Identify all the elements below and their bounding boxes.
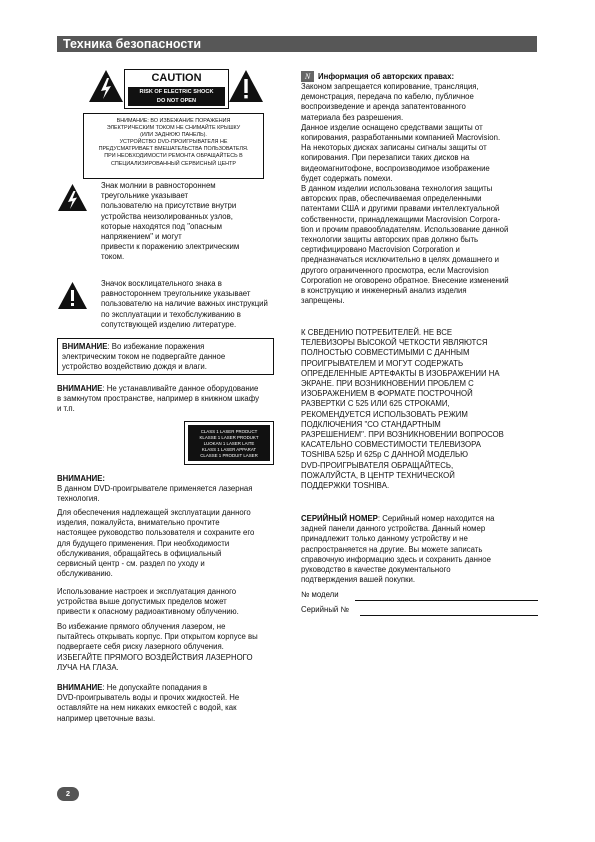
- lightning-explanation: [101, 181, 281, 263]
- text-line: привести к поражению электрическим: [101, 242, 240, 252]
- text-line: справочную информацию здесь и сохранить данное: [301, 554, 491, 564]
- text-line: руководство в качестве документального: [301, 565, 451, 575]
- text-fragment: : Во избежание поражения: [107, 342, 205, 351]
- text-line: которые находятся под "опасным: [101, 221, 223, 231]
- warning-label: ВНИМАНИЕ: [62, 342, 108, 351]
- serial-number-label: Серийный №: [301, 605, 349, 614]
- text-line: настоящее руководство пользователя и сохраните его: [57, 528, 255, 538]
- text-line: видеомагнитофоне, воспроизводимое изображение: [301, 163, 490, 173]
- text-line: обслуживания, обращайтесь в официальный: [57, 548, 222, 558]
- section-title: Информация об авторских правах:: [318, 72, 455, 81]
- text-line: РАЗРЕШЕНИЕМ". ПРИ ВОЗНИКНОВЕНИИ ВОПРОСОВ: [301, 430, 504, 440]
- text-line: сертифицировано Macrovision Corporation и: [301, 245, 460, 255]
- text-line: сопутствующей изделию литературе.: [101, 319, 237, 329]
- text-line: ПОДКЛЮЧЕНИЯ "СО СТАНДАРТНЫМ: [301, 419, 441, 429]
- text-line: технология.: [57, 494, 100, 504]
- text-line: Значок восклицательного знака в: [101, 279, 222, 288]
- exclamation-explanation: [101, 279, 286, 330]
- laser-class-label: [184, 421, 274, 465]
- text-line: РЕКОМЕНДУЕТСЯ ИСПОЛЬЗОВАТЬ РЕЖИМ: [301, 409, 468, 419]
- text-line: пользователю на присутствие внутри: [101, 201, 237, 211]
- text-line: пользователю на наличие важных инструкций: [101, 299, 268, 309]
- text-line: материала без разрешения.: [301, 112, 404, 122]
- caution-line-2: DO NOT OPEN: [156, 97, 197, 104]
- lightning-warning-icon: [88, 69, 124, 103]
- text-line: подтверждения вашей покупки.: [301, 575, 415, 585]
- text-line: ПОЛНОСТЬЮ СОВМЕСТИМЫМИ С ДАННЫМ: [301, 348, 470, 358]
- text-line: Corporation не оговорено обратное. Внесение изменений: [301, 275, 509, 285]
- text-fragment: : Серийный номер находится на: [377, 514, 495, 523]
- text-line: DVD-проигрыватель воды и прочих жидкостей. Не: [57, 693, 240, 703]
- text-line: копирования, разработанными компанией Macrovision.: [301, 133, 501, 143]
- text-line: КАСАТЕЛЬНО СОВМЕСТИМОСТИ ТЕЛЕВИЗОРА: [301, 440, 481, 450]
- text-line: ПРОИГРЫВАТЕЛЕМ И МОГУТ СОДЕРЖАТЬ: [301, 358, 464, 368]
- text-line: устройства выше допустимых пределов может: [57, 597, 227, 607]
- warning-line: СПЕЦИАЛИЗИРОВАННЫЙ СЕРВИСНЫЙ ЦЕНТР: [111, 160, 236, 167]
- warning-line: ВНИМАНИЕ: ВО ИЗБЕЖАНИЕ ПОРАЖЕНИЯ: [116, 118, 231, 124]
- operation-paragraph: [57, 508, 282, 579]
- text-line: привести к опасному радиоактивному облучению.: [57, 607, 239, 617]
- warning-line: УСТРОЙСТВО DVD-ПРОИГРЫВАТЕЛЯ НЕ: [119, 139, 228, 146]
- text-line: ИЗОБРАЖЕНИЕМ В ФОРМАТЕ ПОСТРОЧНОЙ: [301, 389, 473, 399]
- text-line: авторских прав, обеспечиваемая определенными: [301, 194, 482, 204]
- model-number-label: № модели: [301, 590, 339, 599]
- text-line: будет содержать помехи.: [301, 173, 393, 183]
- text-line: пытайтесь открывать корпус. При открытом корпусе вы: [57, 632, 258, 642]
- text-line: ЭКРАНЕ. ПРИ ВОЗНИКНОВЕНИИ ПРОБЛЕМ С: [301, 379, 474, 389]
- consumer-notice: [301, 328, 538, 491]
- text-line: напряжением" и могут: [101, 232, 182, 242]
- text-line: tion и прочим правообладателям. Использование данной: [301, 224, 509, 234]
- rain-warning-box: [57, 338, 274, 375]
- serial-number-section: [301, 514, 538, 585]
- laser-line: CLASS 1 LASER PRODUCT: [200, 429, 258, 434]
- warning-line: ПРЕДУСМАТРИВАЕТ ВМЕШАТЕЛЬСТВА ПОЛЬЗОВАТЕЛЯ.: [98, 146, 249, 153]
- text-line: равностороннем треугольнике указывает: [101, 289, 251, 299]
- caution-subtitle: [128, 87, 225, 106]
- text-line: В данном изделии использована технология защиты: [301, 184, 493, 194]
- note-icon: N: [301, 71, 314, 82]
- text-line: для будущего применения. При необходимости: [57, 538, 230, 548]
- laser-line: KLASSE 1 LASER PRODUKT: [199, 435, 259, 440]
- lightning-triangle-icon: [57, 183, 88, 212]
- exclamation-warning-icon: [228, 69, 264, 103]
- text-line: устройство воздействию дождя и влаги.: [62, 362, 207, 372]
- text-line: Во избежание прямого облучения лазером, не: [57, 622, 226, 631]
- laser-label-inner: [188, 425, 270, 461]
- text-line: DVD-ПРОИГРЫВАТЕЛЯ ОБРАЩАЙТЕСЬ,: [301, 460, 454, 470]
- text-line: демонстрация, передача по кабелю, публичное: [301, 92, 474, 102]
- caution-label: [124, 69, 229, 109]
- text-line: по эксплуатации и техобслуживанию в: [101, 309, 241, 319]
- text-line: ЛУЧА НА ГЛАЗА.: [57, 662, 119, 672]
- text-line: электрическим током не подвергайте данное: [62, 352, 226, 362]
- liquid-warning: [57, 683, 282, 724]
- text-line: треугольнике указывает: [101, 191, 189, 201]
- text-line: например цветочные вазы.: [57, 713, 156, 723]
- electric-shock-warning-box: [83, 113, 264, 179]
- warning-line: ПРИ НЕОБХОДИМОСТИ РЕМОНТА ОБРАЩАЙТЕСЬ В: [104, 153, 243, 160]
- page-number: 2: [57, 787, 79, 801]
- text-line: и т.п.: [57, 404, 75, 414]
- text-line: ПОЖАЛУЙСТА, В ЦЕНТР ТЕХНИЧЕСКОЙ: [301, 470, 455, 480]
- warning-line: ЭЛЕКТРИЧЕСКИМ ТОКОМ НЕ СНИМАЙТЕ КРЫШКУ: [106, 125, 241, 132]
- section-label: СЕРИЙНЫЙ НОМЕР: [301, 514, 378, 523]
- text-line: ТЕЛЕВИЗОРЫ ВЫСОКОЙ ЧЕТКОСТИ ЯВЛЯЮТСЯ: [301, 338, 488, 348]
- text-line: задней панели данного устройства. Данный номер: [301, 524, 486, 534]
- text-line: оставляйте на нем никаких емкостей с водой, как: [57, 703, 237, 713]
- text-line: На некоторых дисках записаны сигналы защиты от: [301, 143, 487, 153]
- page-title: Техника безопасности: [63, 37, 202, 51]
- text-line: Законом запрещается копирование, трансляция,: [301, 82, 479, 91]
- text-line: TOSHIBA 525p И 625p С ДАННОЙ МОДЕЛЬЮ: [301, 450, 468, 460]
- text-line: копирования. При перезаписи таких дисков на: [301, 153, 470, 163]
- text-fragment: : Не устанавливайте данное оборудование: [102, 384, 259, 393]
- text-line: В данном DVD-проигрывателе применяется лазерная: [57, 484, 253, 494]
- laser-technology-warning: [57, 474, 282, 505]
- text-line: технологии защиты авторских прав должно быть: [301, 235, 479, 245]
- text-line: ИЗБЕГАЙТЕ ПРЯМОГО ВОЗДЕЙСТВИЯ ЛАЗЕРНОГО: [57, 652, 253, 662]
- text-line: Знак молнии в равностороннем: [101, 181, 216, 190]
- text-line: К СВЕДЕНИЮ ПОТРЕБИТЕЛЕЙ. НЕ ВСЕ: [301, 328, 453, 337]
- text-line: устройства неизолированных узлов,: [101, 211, 233, 221]
- text-line: собственности, принадлежащими Macrovision Corpora-: [301, 214, 501, 224]
- text-line: РАЗВЕРТКИ С 525 ИЛИ 625 СТРОКАМИ,: [301, 399, 450, 409]
- text-line: предназначаться исключительно в целях домашнего и: [301, 255, 500, 265]
- copyright-body: [301, 82, 538, 306]
- caution-title: CAUTION: [151, 72, 202, 84]
- warning-line: (ИЛИ ЗАДНЮЮ ПАНЕЛЬ).: [140, 132, 207, 139]
- laser-line: LUOKAN 1 LASER LAITE: [203, 441, 255, 446]
- exclamation-triangle-icon: [57, 281, 88, 310]
- text-line: запрещены.: [301, 296, 345, 306]
- text-line: подвергаете себя риску лазерного облучения.: [57, 642, 224, 652]
- text-line: сервисный центр - см. раздел по уходу и: [57, 559, 205, 569]
- text-line: в конструкцию и инженерный анализ изделия: [301, 286, 467, 296]
- text-line: током.: [101, 252, 125, 262]
- text-line: Для обеспечения надлежащей эксплуатации данного: [57, 508, 251, 517]
- text-line: ОПРЕДЕЛЕННЫЕ АРТЕФАКТЫ В ИЗОБРАЖЕНИИ НА: [301, 368, 500, 378]
- caution-line-1: RISK OF ELECTRIC SHOCK: [139, 89, 214, 95]
- model-number-field[interactable]: [355, 599, 538, 601]
- text-line: патентами США и другими правами интеллектуальной: [301, 204, 500, 214]
- text-line: другого ограниченного просмотра, если Macrovision: [301, 265, 489, 275]
- text-line: обслуживанию.: [57, 569, 113, 579]
- copyright-title: [318, 72, 538, 82]
- text-line: Использование настроек и эксплуатация данного: [57, 587, 237, 596]
- warning-label: ВНИМАНИЕ: [57, 683, 103, 692]
- laser-exposure-paragraph: [57, 622, 289, 673]
- warning-label: ВНИМАНИЕ: [57, 384, 103, 393]
- text-line: в замкнутом пространстве, например в книжном шкафу: [57, 394, 259, 404]
- laser-line: CLASSE 1 PRODUIT LASER: [200, 453, 258, 458]
- warning-label: ВНИМАНИЕ:: [57, 474, 106, 483]
- text-fragment: : Не допускайте попадания в: [102, 683, 208, 692]
- enclosure-warning: [57, 384, 287, 415]
- settings-paragraph: [57, 587, 282, 618]
- text-line: распространяется на другие. Вы можете записать: [301, 544, 483, 554]
- text-line: Данное изделие оснащено средствами защиты от: [301, 122, 483, 132]
- text-line: изделия, пожалуйста, внимательно прочтите: [57, 518, 220, 528]
- serial-number-field[interactable]: [360, 614, 538, 616]
- text-line: принадлежит только данному устройству и не: [301, 534, 468, 544]
- text-line: ПОДДЕРЖКИ TOSHIBA.: [301, 481, 390, 491]
- laser-line: KLASS 1 LASER APPARAT: [201, 447, 257, 452]
- text-line: воспроизведение и аренда запатентованного: [301, 102, 466, 112]
